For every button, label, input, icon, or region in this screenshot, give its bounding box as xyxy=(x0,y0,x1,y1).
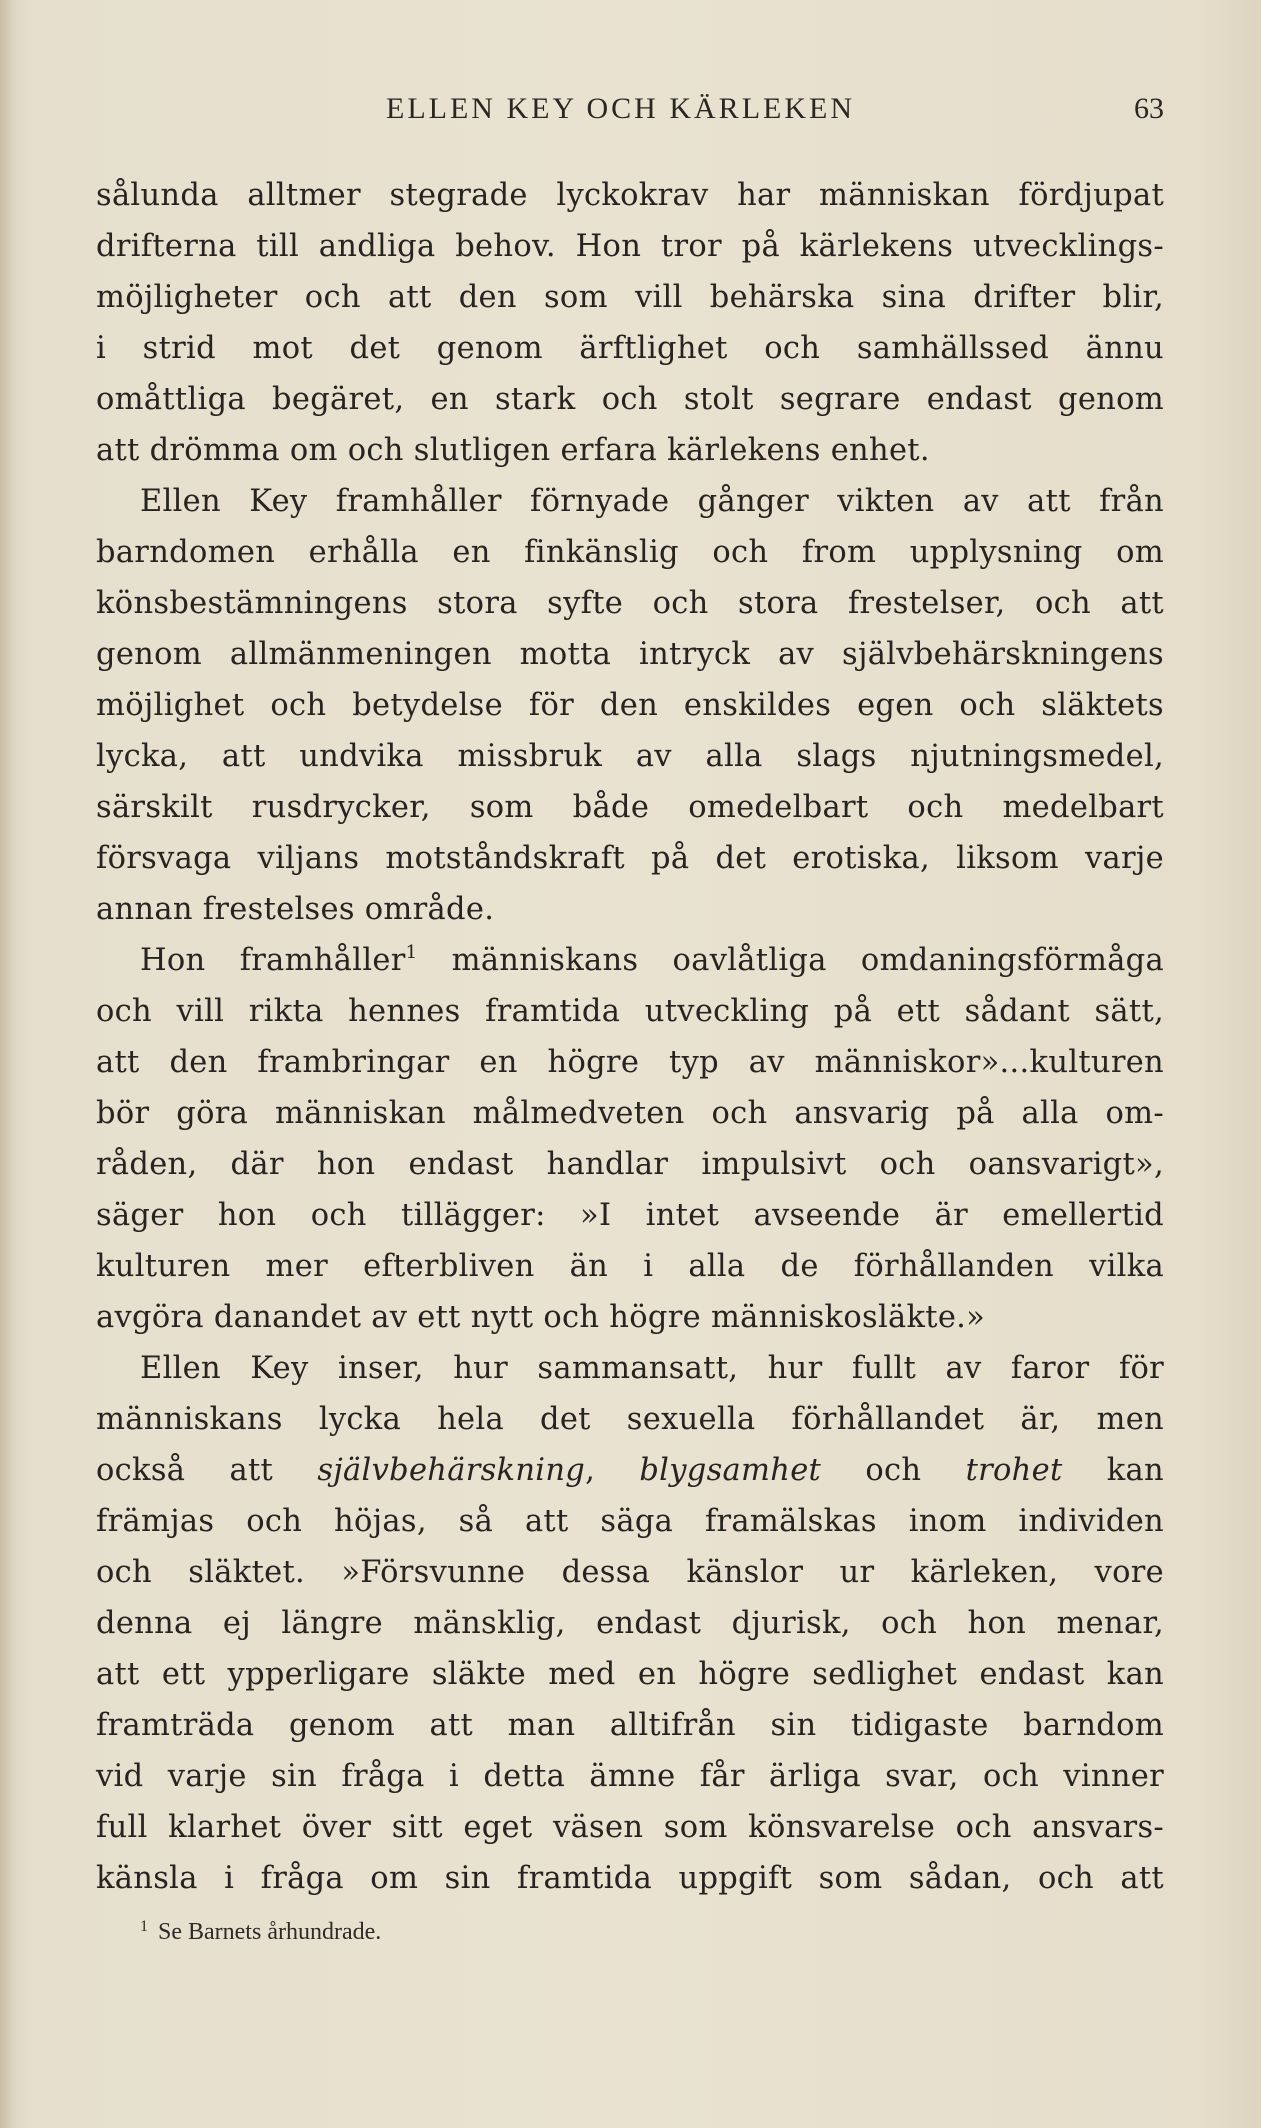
text-line: och släktet. »Försvunne dessa känslor ur kärleken, vore xyxy=(96,1555,1164,1590)
footnote-reference: 1 xyxy=(405,942,418,963)
text-line: säger hon och tillägger: »I intet avseende är emellertid xyxy=(96,1198,1164,1233)
text-line: främjas och höjas, så att säga framälskas inom individen xyxy=(96,1504,1164,1539)
running-title: ELLEN KEY OCH KÄRLEKEN xyxy=(386,92,855,125)
text-line: försvaga viljans motståndskraft på det erotiska, liksom varje xyxy=(96,841,1164,876)
text-line: att ett ypperligare släkte med en högre sedlighet endast kan xyxy=(96,1657,1164,1692)
text-line: avgöra danandet av ett nytt och högre människosläkte.» xyxy=(96,1300,986,1335)
text-line xyxy=(96,1445,1164,1496)
footnote-marker: 1 xyxy=(140,1918,148,1935)
text-line: att drömma om och slutligen erfara kärlekens enhet. xyxy=(96,433,930,468)
line-text: Hon framhåller xyxy=(140,943,406,978)
text-line: omåttliga begäret, en stark och stolt segrare endast genom xyxy=(96,382,1164,417)
text-line: råden, där hon endast handlar impulsivt och oansvarigt», xyxy=(96,1147,1164,1182)
text-line: kulturen mer efterbliven än i alla de förhållanden vilka xyxy=(96,1249,1164,1284)
line-text: kan xyxy=(1062,1453,1164,1488)
text-line: människans lycka hela det sexuella förhållandet är, men xyxy=(96,1402,1164,1437)
running-header xyxy=(96,92,1164,132)
text-line: bör göra människan målmedveten och ansvarig på alla om- xyxy=(96,1096,1164,1131)
text-line: vid varje sin fråga i detta ämne får ärliga svar, och vinner xyxy=(96,1759,1164,1794)
text-line: sålunda alltmer stegrade lyckokrav har människan fördjupat xyxy=(96,178,1164,213)
text-line: möjlighet och betydelse för den enskildes egen och släktets xyxy=(96,688,1164,723)
paragraph-start-line xyxy=(96,935,1164,986)
paragraph-start-line: Ellen Key inser, hur sammansatt, hur fullt av faror för xyxy=(140,1351,1164,1386)
line-text: , xyxy=(585,1453,640,1488)
paragraph-start-line: Ellen Key framhåller förnyade gånger vikten av att från xyxy=(140,484,1164,519)
body-text xyxy=(96,170,1164,1904)
text-line: full klarhet över sitt eget väsen som könsvarelse och ansvars- xyxy=(96,1810,1164,1845)
text-line: barndomen erhålla en finkänslig och from upplysning om xyxy=(96,535,1164,570)
text-line: annan frestelses område. xyxy=(96,892,495,927)
line-text: också att xyxy=(96,1453,318,1488)
text-line: att den frambringar en högre typ av människor»...kulturen xyxy=(96,1045,1164,1080)
text-line: lycka, att undvika missbruk av alla slags njutningsmedel, xyxy=(96,739,1164,774)
text-line: särskilt rusdrycker, som både omedelbart och medelbart xyxy=(96,790,1164,825)
text-line: drifterna till andliga behov. Hon tror på kärlekens utvecklings- xyxy=(96,229,1164,264)
text-line: i strid mot det genom ärftlighet och samhällssed ännu xyxy=(96,331,1164,366)
italic-term: självbehärskning xyxy=(317,1453,586,1488)
italic-term: blygsamhet xyxy=(639,1453,822,1488)
text-line: och vill rikta hennes framtida utveckling på ett sådant sätt, xyxy=(96,994,1164,1029)
text-line: möjligheter och att den som vill behärska sina drifter blir, xyxy=(96,280,1164,315)
line-text: och xyxy=(821,1453,966,1488)
text-line: könsbestämningens stora syfte och stora frestelser, och att xyxy=(96,586,1164,621)
page-edge-shadow xyxy=(0,0,14,2128)
footnote xyxy=(140,1918,381,1946)
line-text: människans oavlåtliga omdaningsförmåga xyxy=(417,943,1164,978)
text-line: genom allmänmeningen motta intryck av självbehärskningens xyxy=(96,637,1164,672)
text-line: känsla i fråga om sin framtida uppgift som sådan, och att xyxy=(96,1861,1164,1896)
text-line: denna ej längre mänsklig, endast djurisk, och hon menar, xyxy=(96,1606,1164,1641)
page-number: 63 xyxy=(1134,92,1164,125)
text-line: framträda genom att man alltifrån sin tidigaste barndom xyxy=(96,1708,1164,1743)
italic-term: trohet xyxy=(965,1453,1063,1488)
footnote-text: Se Barnets århundrade. xyxy=(158,1919,382,1945)
